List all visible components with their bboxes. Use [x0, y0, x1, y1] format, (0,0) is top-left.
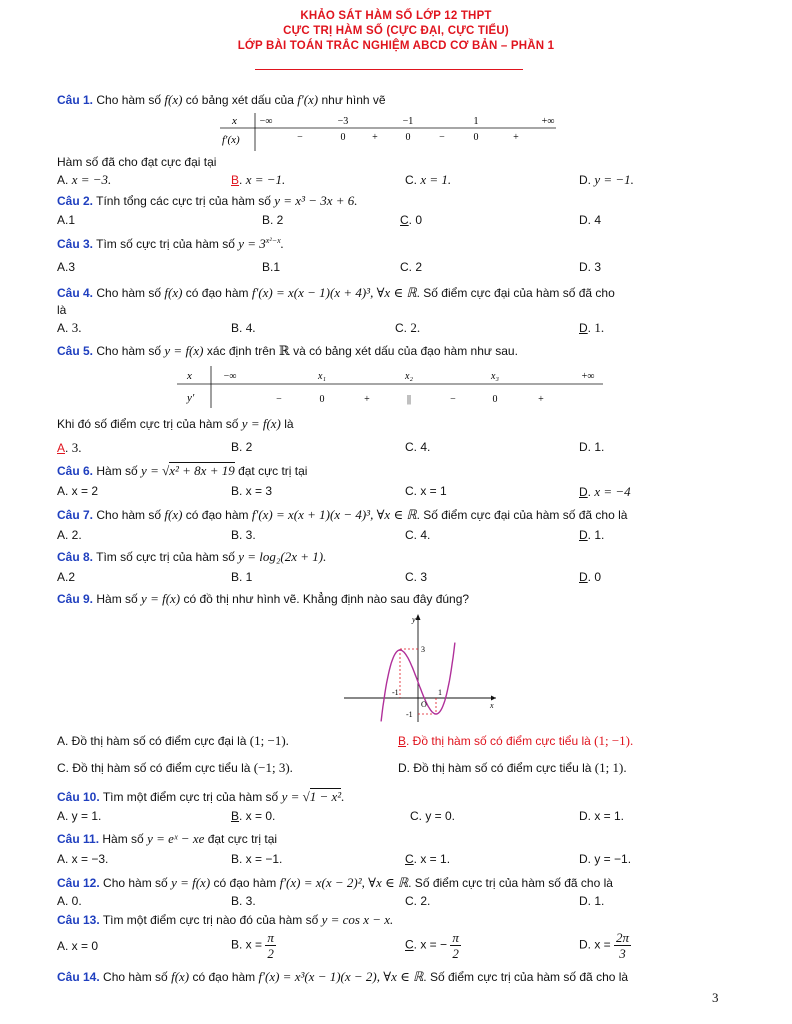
header-line-3: LỚP BÀI TOÁN TRẮC NGHIỆM ABCD CƠ BẢN – PHẦN 1	[237, 40, 555, 52]
question-5: Câu 5. Cho hàm số y = f(x) xác định trên ℝ và có bảng xét dấu của đạo hàm như sau.	[57, 343, 518, 358]
q3-option-b[interactable]: B.1	[262, 260, 281, 274]
q12-option-c[interactable]: C. 2.	[405, 894, 431, 908]
q6-option-b[interactable]: B. x = 3	[231, 484, 273, 498]
table-x-value: x₁	[318, 371, 326, 382]
header-rule	[255, 69, 523, 70]
q1-option-a[interactable]: A. x = −3.	[57, 172, 112, 187]
q9-option-b[interactable]: B. Đồ thị hàm số có điểm cực tiểu là (1; −1).	[398, 733, 634, 748]
q9-option-a[interactable]: A. Đồ thị hàm số có điểm cực đại là (1; −1).	[57, 733, 289, 748]
table-sign: −	[276, 394, 282, 405]
table-sign: −	[297, 132, 303, 143]
q13-option-c[interactable]: C. x = − $\frac{\pi}{2}$	[405, 930, 459, 961]
fraction: $\frac{\pi}{2}$	[452, 930, 459, 961]
q5-option-c[interactable]: C. 4.	[405, 440, 431, 454]
table-x-value: −∞	[223, 371, 237, 382]
q8-option-b[interactable]: B. 1	[231, 570, 253, 584]
q6-option-a[interactable]: A. x = 2	[57, 484, 99, 498]
q9-option-d[interactable]: D. Đồ thị hàm số có điểm cực tiểu là (1; 1).	[398, 760, 627, 775]
q5-option-d[interactable]: D. 1.	[579, 440, 605, 454]
y-axis-label: y	[412, 615, 416, 624]
q5-option-a[interactable]: A. 3.	[57, 440, 82, 455]
q13-option-a[interactable]: A. x = 0	[57, 939, 99, 953]
q4-option-c[interactable]: C. 2.	[395, 320, 421, 335]
header-line-1: KHẢO SÁT HÀM SỐ LỚP 12 THPT	[300, 10, 492, 22]
q2-option-d[interactable]: D. 4	[579, 213, 602, 227]
sqrt-sign: √	[162, 463, 170, 478]
q13-option-d[interactable]: D. x = $\frac{2\pi}{3}$	[579, 930, 630, 961]
question-3: Câu 3. Tìm số cực trị của hàm số $y = 3^{x^2-x}$.	[57, 236, 284, 251]
y-axis-arrow	[416, 614, 421, 620]
q9-option-c[interactable]: C. Đồ thị hàm số có điểm cực tiểu là (−1; 3).	[57, 760, 293, 775]
q1-option-d[interactable]: D. y = −1.	[579, 172, 634, 187]
question-4: Câu 4. Cho hàm số f(x) có đạo hàm f′(x) = x(x − 1)(x + 4)³, ∀x ∈ ℝ. Số điểm cực đại của hàm số đã cho	[57, 285, 615, 300]
q11-option-c[interactable]: C. x = 1.	[405, 852, 451, 866]
table-sign: 0	[319, 394, 325, 405]
q7-option-b[interactable]: B. 3.	[231, 528, 256, 542]
table-row-label: x	[187, 370, 192, 382]
question-8: Câu 8. Tìm số cực trị của hàm số y = log₂(2x + 1).	[57, 549, 327, 564]
table-sign: 0	[405, 132, 411, 143]
q13-option-b[interactable]: B. x = $\frac{\pi}{2}$	[231, 930, 274, 961]
q4-option-a[interactable]: A. 3.	[57, 320, 82, 335]
q6-option-d[interactable]: D. x = −4	[579, 484, 631, 499]
q4-option-d[interactable]: D. 1.	[579, 320, 605, 335]
table-sign: +	[364, 394, 370, 405]
q5-option-b[interactable]: B. 2	[231, 440, 253, 454]
table-x-value: x₃	[491, 371, 499, 382]
table-x-value: −1	[402, 116, 414, 127]
q11-option-d[interactable]: D. y = −1.	[579, 852, 632, 866]
table-sign: +	[372, 132, 378, 143]
q2-option-b[interactable]: B. 2	[262, 213, 284, 227]
origin-label: O	[421, 700, 427, 709]
table-x-value: 1	[473, 116, 479, 127]
q7-option-a[interactable]: A. 2.	[57, 528, 82, 542]
y-tick-label: -1	[406, 710, 413, 719]
table-sign: +	[538, 394, 544, 405]
sign-table-1	[218, 111, 558, 153]
q10-option-c[interactable]: C. y = 0.	[410, 809, 456, 823]
header-line-2: CỰC TRỊ HÀM SỐ (CỰC ĐẠI, CỰC TIỂU)	[283, 25, 509, 37]
question-10: Câu 10. Tìm một điểm cực trị của hàm số y = √1 − x².	[57, 789, 345, 804]
table-sign: 0	[492, 394, 498, 405]
table-x-value: x₂	[405, 371, 413, 382]
x-tick-label: 1	[438, 688, 442, 697]
question-9: Câu 9. Hàm số y = f(x) có đồ thị như hình vẽ. Khẳng định nào sau đây đúng?	[57, 591, 470, 606]
q3-option-c[interactable]: C. 2	[400, 260, 423, 274]
question-13: Câu 13. Tìm một điểm cực trị nào đó của hàm số y = cos x − x.	[57, 912, 394, 927]
q12-option-a[interactable]: A. 0.	[57, 894, 82, 908]
fraction: $\frac{\pi}{2}$	[267, 930, 274, 961]
q11-option-b[interactable]: B. x = −1.	[231, 852, 283, 866]
page-number: 3	[712, 990, 719, 1005]
q10-option-a[interactable]: A. y = 1.	[57, 809, 102, 823]
table-sign: 0	[340, 132, 346, 143]
table-sign: +	[513, 132, 519, 143]
table-sign: −	[439, 132, 445, 143]
q3-option-d[interactable]: D. 3	[579, 260, 602, 274]
table-x-value: −3	[337, 116, 349, 127]
q8-option-c[interactable]: C. 3	[405, 570, 428, 584]
q1-option-c[interactable]: C. x = 1.	[405, 172, 452, 187]
q12-option-b[interactable]: B. 3.	[231, 894, 256, 908]
question-4-cont: là	[57, 303, 67, 317]
q2-option-c[interactable]: C. 0	[400, 213, 423, 227]
table-x-value: −∞	[259, 116, 273, 127]
table-x-value: +∞	[541, 116, 555, 127]
fraction: $\frac{2\pi}{3}$	[616, 930, 630, 961]
question-2: Câu 2. Tính tổng các cực trị của hàm số y = x³ − 3x + 6.	[57, 193, 358, 208]
function-graph	[340, 610, 500, 725]
question-12: Câu 12. Cho hàm số y = f(x) có đạo hàm f′(x) = x(x − 2)², ∀x ∈ ℝ. Số điểm cực trị của hàm số đã cho là	[57, 875, 613, 890]
question-5-follow: Khi đó số điểm cực trị của hàm số y = f(x) là	[57, 416, 294, 431]
question-14: Câu 14. Cho hàm số f(x) có đạo hàm f′(x) = x³(x − 1)(x − 2), ∀x ∈ ℝ. Số điểm cực trị của hàm số đã cho là	[57, 969, 629, 984]
q1-option-b[interactable]: B. x = −1.	[231, 172, 286, 187]
sqrt-sign: √	[302, 789, 310, 804]
q10-option-b[interactable]: B. x = 0.	[231, 809, 276, 823]
q11-option-a[interactable]: A. x = −3.	[57, 852, 109, 866]
q3-option-a[interactable]: A.3	[57, 260, 76, 274]
table-x-value: +∞	[581, 371, 595, 382]
x-axis-arrow	[491, 696, 496, 701]
table-row-label: f′(x)	[222, 134, 240, 146]
table-sign: −	[450, 394, 456, 405]
x-axis-label: x	[490, 701, 494, 710]
q12-option-d[interactable]: D. 1.	[579, 894, 605, 908]
q8-option-a[interactable]: A.2	[57, 570, 76, 584]
question-6: Câu 6. Hàm số y = √x² + 8x + 19 đạt cực trị tại	[57, 463, 308, 478]
q8-option-d[interactable]: D. 0	[579, 570, 602, 584]
table-sign: ||	[406, 394, 412, 405]
sign-table-5	[175, 364, 605, 410]
q7-option-c[interactable]: C. 4.	[405, 528, 431, 542]
q10-option-d[interactable]: D. x = 1.	[579, 809, 625, 823]
table-row-label: x	[232, 115, 237, 127]
question-11: Câu 11. Hàm số y = eˣ − xe đạt cực trị tại	[57, 831, 278, 846]
y-tick-label: 3	[421, 645, 425, 654]
q4-option-b[interactable]: B. 4.	[231, 320, 256, 335]
q6-option-c[interactable]: C. x = 1	[405, 484, 447, 498]
x-tick-label: -1	[392, 688, 399, 697]
question-1-follow: Hàm số đã cho đạt cực đại tại	[57, 155, 217, 169]
q7-option-d[interactable]: D. 1.	[579, 528, 605, 542]
table-row-label: y′	[187, 392, 195, 404]
question-1: Câu 1. Cho hàm số f(x) có bảng xét dấu của f′(x) như hình vẽ	[57, 92, 386, 107]
table-sign: 0	[473, 132, 479, 143]
question-7: Câu 7. Cho hàm số f(x) có đạo hàm f′(x) = x(x + 1)(x − 4)³, ∀x ∈ ℝ. Số điểm cực đại của hàm số đã cho là	[57, 507, 628, 522]
q2-option-a[interactable]: A.1	[57, 213, 76, 227]
